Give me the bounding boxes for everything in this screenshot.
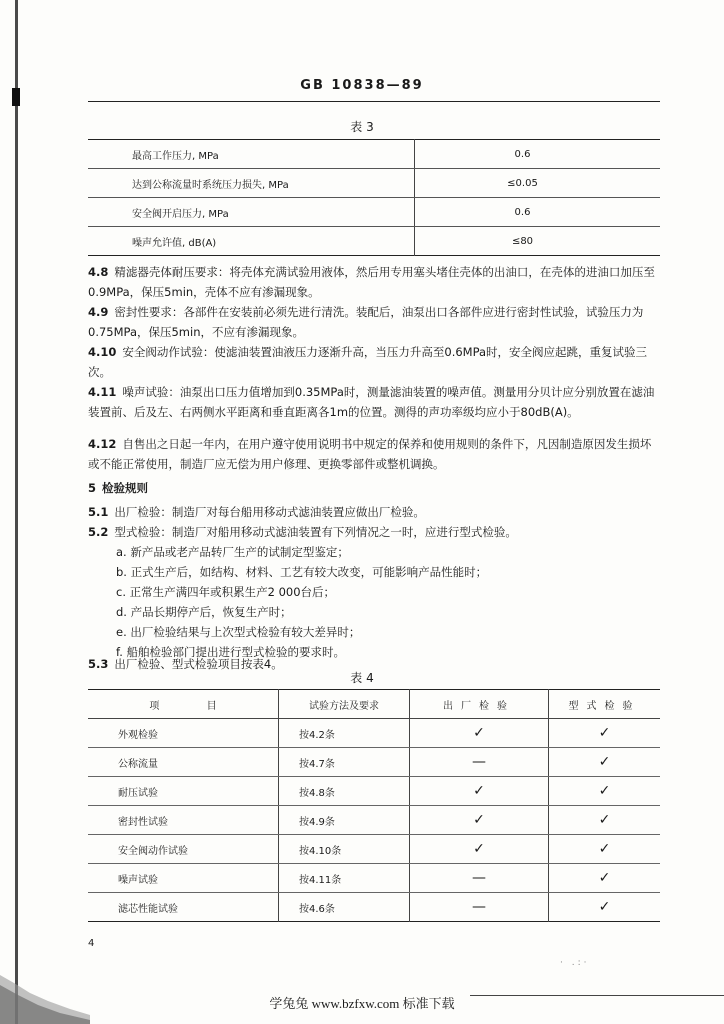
test-item: 滤芯性能试验	[118, 903, 178, 915]
clause-number: 4.10	[88, 345, 117, 359]
test-method: 按4.7条	[279, 748, 410, 777]
factory-mark: ✓	[410, 719, 549, 748]
standard-number-header: GB 10838—89	[300, 78, 424, 93]
param-value: 0.6	[415, 140, 661, 169]
param-value: ≤0.05	[415, 169, 661, 198]
type-mark: ✓	[549, 719, 661, 748]
type-mark: ✓	[549, 864, 661, 893]
test-item: 外观检验	[88, 719, 279, 748]
test-item: 耐压试验	[88, 777, 279, 806]
test-method: 按4.11条	[279, 864, 410, 893]
clause-number: 4.8	[88, 265, 109, 279]
table3-caption: 表 3	[350, 120, 374, 134]
clause-number: 4.12	[88, 437, 117, 451]
type-mark: ✓	[549, 806, 661, 835]
test-method: 按4.2条	[279, 719, 410, 748]
table-row	[88, 719, 660, 748]
table-header-row	[88, 690, 660, 719]
clause-number: 5.3	[88, 657, 109, 671]
clause-4-10	[88, 342, 660, 382]
type-mark: ✓	[549, 777, 661, 806]
factory-mark: —	[410, 893, 549, 922]
clause-text: 自售出之日起一年内，在用户遵守使用说明书中规定的保养和使用规则的条件下，凡因制造原因发生损坏或不能正常使用，制造厂应无偿为用户修理、更换零部件或整机调换。	[88, 437, 652, 471]
param-value: ≤80	[415, 227, 661, 256]
clause-5-2	[88, 522, 660, 542]
test-method: 按4.9条	[279, 806, 410, 835]
clause-4-11	[88, 382, 660, 422]
column-header-type-inspection: 型式检验	[549, 690, 661, 719]
page-number: 4	[88, 938, 95, 949]
table-row	[88, 748, 660, 777]
type-mark: ✓	[549, 835, 661, 864]
clause-4-8	[88, 262, 660, 302]
clause-5-1	[88, 502, 660, 522]
clause-number: 5.1	[88, 505, 109, 519]
factory-mark: —	[410, 864, 549, 893]
test-method: 按4.6条	[279, 893, 410, 922]
param-name: 噪声允许值, dB(A)	[132, 237, 217, 249]
param-name: 安全阀开启压力, MPa	[88, 198, 415, 227]
table-row	[88, 835, 660, 864]
clause-text: 型式检验：制造厂对船用移动式滤油装置有下列情况之一时，应进行型式检验。	[114, 525, 517, 539]
factory-mark: ✓	[410, 806, 549, 835]
factory-mark: ✓	[410, 835, 549, 864]
scan-specks: · .:·	[560, 958, 590, 968]
list-item: a. 新产品或老产品转厂生产的试制定型鉴定；	[116, 545, 349, 559]
section-5-heading	[88, 478, 660, 498]
clause-number: 5.2	[88, 525, 109, 539]
header-rule	[88, 101, 660, 102]
clause-text: 密封性要求：各部件在安装前必须先进行清洗。装配后，油泵出口各部件应进行密封性试验，试验压力为0.75MPa，保压5min，不应有渗漏现象。	[88, 305, 644, 339]
column-header-method: 试验方法及要求	[279, 690, 410, 719]
test-item: 公称流量	[88, 748, 279, 777]
table-row	[88, 140, 660, 169]
factory-mark: —	[410, 748, 549, 777]
test-item: 安全阀动作试验	[88, 835, 279, 864]
clause-text: 噪声试验：油泵出口压力值增加到0.35MPa时，测量滤油装置的噪声值。测量用分贝计应分别放置在滤油装置前、后及左、右两侧水平距离和垂直距离各1m的位置。测得的声功率级均应小于80dB(A)。	[88, 385, 655, 419]
type-mark: ✓	[549, 893, 661, 922]
clause-text: 安全阀动作试验：使滤油装置油液压力逐渐升高，当压力升高至0.6MPa时，安全阀应起跳，重复试验三次。	[88, 345, 648, 379]
list-item: d. 产品长期停产后，恢复生产时；	[116, 605, 292, 619]
table-row	[88, 198, 660, 227]
table4-caption: 表 4	[350, 671, 374, 685]
clause-text: 精滤器壳体耐压要求：将壳体充满试验用液体，然后用专用塞头堵住壳体的出油口，在壳体的进油口加压至0.9MPa，保压5min，壳体不应有渗漏现象。	[88, 265, 655, 299]
clause-4-9	[88, 302, 660, 342]
column-header-factory-inspection: 出厂检验	[410, 690, 549, 719]
param-value: 0.6	[415, 198, 661, 227]
section-title: 检验规则	[102, 481, 149, 495]
table-row	[88, 777, 660, 806]
section-number: 5	[88, 481, 97, 495]
list-item: e. 出厂检验结果与上次型式检验有较大差异时；	[116, 625, 361, 639]
table-row	[88, 893, 660, 922]
footer-watermark	[0, 993, 724, 1012]
list-item: b. 正式生产后，如结构、材料、工艺有较大改变，可能影响产品性能时；	[116, 565, 488, 579]
column-header-item: 项 目	[88, 690, 279, 719]
clause-text: 出厂检验：制造厂对每台船用移动式滤油装置应做出厂检验。	[114, 505, 425, 519]
clause-5-2-items	[88, 542, 660, 662]
test-item: 噪声试验	[88, 864, 279, 893]
factory-mark: ✓	[410, 777, 549, 806]
clause-text: 出厂检验、型式检验项目按表4。	[114, 657, 283, 671]
param-name: 达到公称流量时系统压力损失, MPa	[88, 169, 415, 198]
param-name: 最高工作压力, MPa	[88, 140, 415, 169]
list-item: c. 正常生产满四年或积累生产2 000台后；	[116, 585, 336, 599]
table-row	[88, 806, 660, 835]
test-method: 按4.10条	[279, 835, 410, 864]
table-row	[88, 864, 660, 893]
footer-text: 学兔兔 www.bzfxw.com 标准下载	[263, 996, 460, 1011]
binding-edge-line	[15, 0, 18, 1024]
table4	[88, 689, 660, 922]
clause-number: 4.9	[88, 305, 109, 319]
test-method: 按4.8条	[279, 777, 410, 806]
table3	[88, 139, 660, 256]
list-item: f. 船舶检验部门提出进行型式检验的要求时。	[116, 645, 346, 659]
table-row	[88, 169, 660, 198]
clause-number: 4.11	[88, 385, 117, 399]
test-item: 密封性试验	[88, 806, 279, 835]
clause-4-12	[88, 434, 660, 474]
table-row	[88, 227, 660, 256]
type-mark: ✓	[549, 748, 661, 777]
